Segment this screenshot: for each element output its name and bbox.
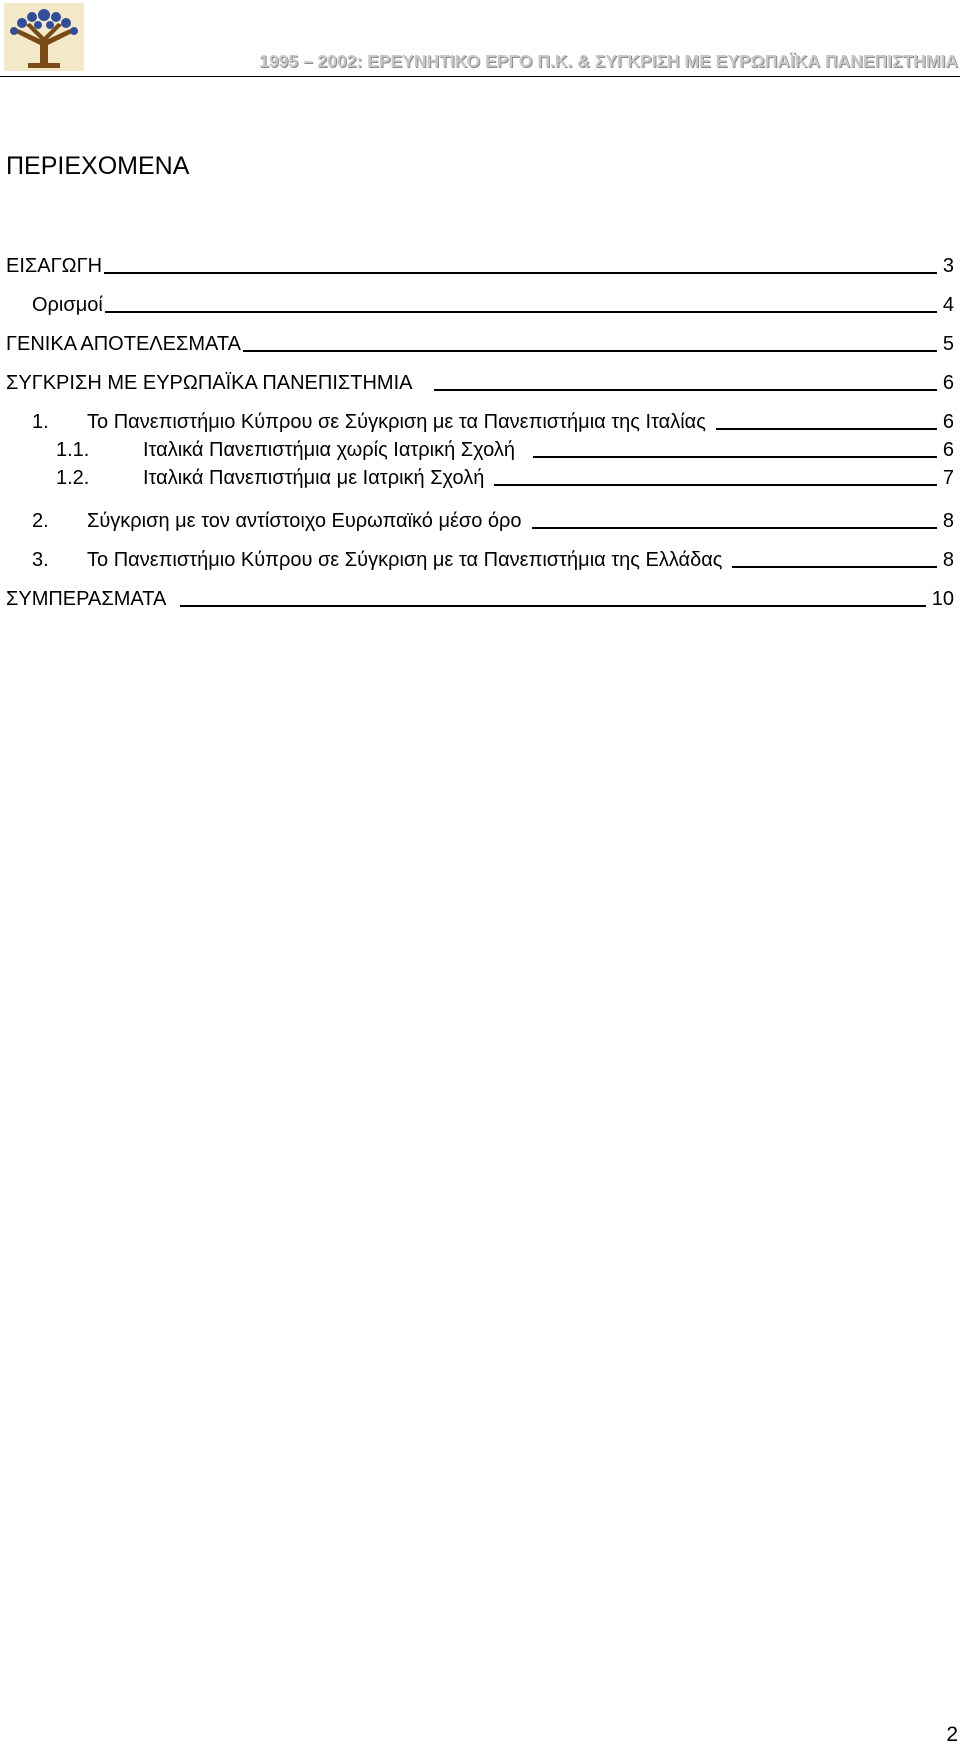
toc-entry-comparison-european[interactable] (6, 369, 954, 395)
toc-entry-page: 8 (942, 510, 954, 532)
toc-leader (732, 566, 936, 568)
toc-entry-page: 6 (942, 411, 954, 433)
toc-entry-number: 1.1. (56, 439, 90, 461)
toc-leader (532, 527, 937, 529)
toc-entry-title: Το Πανεπιστήμιο Κύπρου σε Σύγκριση με τα Πανεπιστήμια της Ελλάδας (87, 549, 723, 571)
toc-leader (105, 311, 937, 313)
toc-entry-title: Το Πανεπιστήμιο Κύπρου σε Σύγκριση με τα Πανεπιστήμια της Ιταλίας (87, 411, 706, 433)
toc-entry-title: Ιταλικά Πανεπιστήμια χωρίς Ιατρική Σχολή (143, 439, 515, 461)
toc-entry-general-results[interactable] (6, 330, 954, 356)
header-divider (0, 76, 960, 77)
toc-entry-3[interactable] (32, 546, 954, 572)
header-title: 1995 – 2002: ΕΡΕΥΝΗΤΙΚΟ ΕΡΓΟ Π.Κ. & ΣΥΓΚΡΙΣΗ ΜΕ ΕΥΡΩΠΑΪΚΑ ΠΑΝΕΠΙΣΤΗΜΙΑ (259, 51, 958, 71)
toc-entry-title: Ορισμοί (32, 294, 103, 316)
toc-entry-definitions[interactable] (32, 291, 954, 317)
toc-entry-1-2[interactable] (56, 464, 954, 490)
toc-entry-page: 10 (931, 588, 954, 610)
toc-leader (494, 484, 936, 486)
toc-entry-title: ΓΕΝΙΚΑ ΑΠΟΤΕΛΕΣΜΑΤΑ (6, 333, 241, 355)
toc-entry-number: 2. (32, 510, 49, 532)
toc-entry-title: ΣΥΓΚΡΙΣΗ ΜΕ ΕΥΡΩΠΑΪΚΑ ΠΑΝΕΠΙΣΤΗΜΙΑ (6, 372, 413, 394)
toc-entry-title: ΣΥΜΠΕΡΑΣΜΑΤΑ (6, 588, 167, 610)
toc-heading: ΠΕΡΙΕΧΟΜΕΝΑ (6, 152, 190, 180)
toc-entry-introduction[interactable] (6, 252, 954, 278)
toc-entry-1[interactable] (32, 408, 954, 434)
toc-entry-page: 8 (942, 549, 954, 571)
toc-entry-page: 4 (942, 294, 954, 316)
toc-entry-conclusions[interactable] (6, 585, 954, 611)
toc-leader (180, 605, 925, 607)
toc-leader (716, 428, 937, 430)
toc-entry-number: 1.2. (56, 467, 90, 489)
toc-leader (533, 456, 937, 458)
page-number: 2 (946, 1723, 958, 1746)
toc-entry-title: Σύγκριση με τον αντίστοιχο Ευρωπαϊκό μέσο όρο (87, 510, 522, 532)
tree-logo-icon (4, 3, 84, 71)
toc-entry-number: 1. (32, 411, 49, 433)
toc-entry-title: Ιταλικά Πανεπιστήμια με Ιατρική Σχολή (143, 467, 485, 489)
toc-leader (104, 272, 937, 274)
toc-leader (243, 350, 937, 352)
toc-entry-page: 5 (942, 333, 954, 355)
toc-entry-page: 6 (942, 372, 954, 394)
page-header (0, 0, 960, 80)
toc-leader (434, 389, 936, 391)
toc-entry-number: 3. (32, 549, 49, 571)
toc-entry-page: 6 (942, 439, 954, 461)
toc-entry-1-1[interactable] (56, 436, 954, 462)
toc-entry-page: 3 (942, 255, 954, 277)
toc-entry-title: ΕΙΣΑΓΩΓΗ (6, 255, 103, 277)
toc-entry-page: 7 (942, 467, 954, 489)
toc-entry-2[interactable] (32, 507, 954, 533)
